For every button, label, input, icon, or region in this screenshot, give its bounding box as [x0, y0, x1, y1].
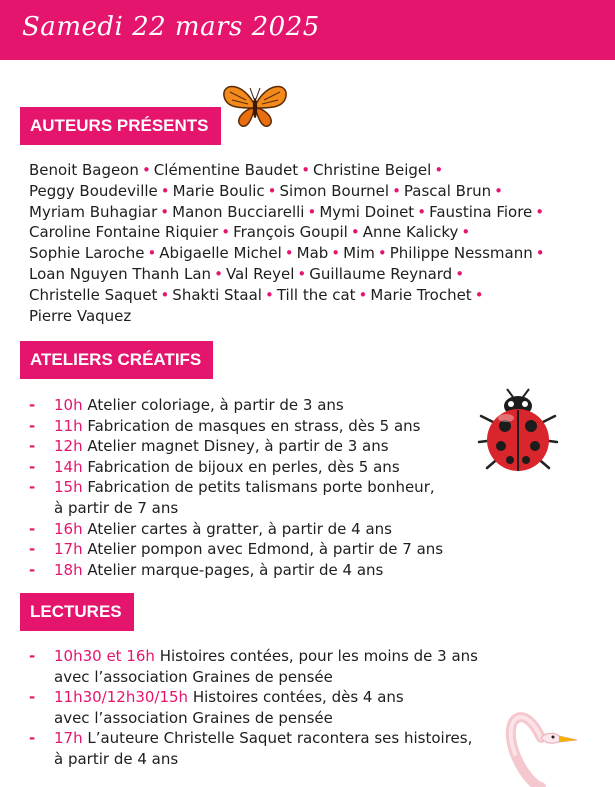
author-separator: •: [214, 264, 223, 283]
author-name: Till the cat: [276, 285, 356, 304]
author-separator: •: [301, 161, 311, 179]
author-separator: •: [461, 223, 471, 242]
author-name: Pascal Brun: [403, 181, 492, 200]
workshop-item: - 18h Atelier marque-pages, à partir de 4 ans: [29, 560, 384, 579]
author-name: Myriam Buhagiar: [29, 202, 158, 221]
author-name: Philippe Nessmann: [389, 244, 533, 263]
author-separator: •: [350, 223, 360, 242]
event-date: Samedi 22 mars 2025: [22, 12, 320, 42]
authors-list: [29, 160, 609, 326]
swan-icon: [495, 698, 585, 787]
author-name: Simon Bournel: [279, 181, 390, 200]
author-separator: •: [417, 202, 427, 221]
author-name: Manon Bucciarelli: [172, 202, 305, 221]
authors-line: [29, 285, 609, 306]
author-name: Benoit Bageon: [29, 161, 139, 179]
workshop-item: - 16h Atelier cartes à gratter, à partir de 4 ans: [29, 519, 392, 538]
workshop-item: - 14h Fabrication de bijoux en perles, dès 5 ans: [29, 457, 400, 476]
author-name: Peggy Boudeville: [29, 181, 158, 200]
author-separator: •: [455, 264, 465, 283]
workshop-item: - 11h Fabrication de masques en strass, dès 5 ans: [29, 416, 421, 435]
author-separator: •: [494, 181, 504, 200]
author-name: Christine Beigel: [313, 161, 432, 179]
author-separator: •: [284, 244, 294, 263]
author-separator: •: [141, 161, 151, 179]
author-name: Anne Kalicky: [362, 223, 459, 242]
author-separator: •: [358, 285, 368, 304]
author-name: Mymi Doinet: [319, 202, 415, 221]
author-name: Christelle Saquet: [29, 285, 158, 304]
author-separator: •: [297, 264, 307, 283]
author-separator: •: [392, 181, 401, 200]
reading-item: - 17h L’auteure Christelle Saquet racontera ses histoires, à partir de 4 ans: [29, 729, 473, 768]
author-separator: •: [535, 202, 545, 221]
author-separator: •: [267, 181, 277, 200]
top-banner: [0, 0, 615, 60]
section-title-authors: AUTEURS PRÉSENTS: [20, 107, 221, 145]
workshops-list: [29, 395, 589, 580]
author-separator: •: [535, 244, 545, 263]
authors-line: [29, 264, 609, 285]
author-name: Faustina Fiore: [429, 202, 533, 221]
reading-item: - 10h30 et 16h Histoires contées, pour les moins de 3 ans avec l’association Graines de pensée: [29, 647, 478, 686]
workshop-item: - 15h Fabrication de petits talismans porte bonheur, à partir de 7 ans: [29, 478, 435, 517]
author-separator: •: [160, 285, 170, 304]
author-separator: •: [434, 161, 444, 179]
workshop-item: - 12h Atelier magnet Disney, à partir de 3 ans: [29, 437, 389, 456]
workshop-item: - 10h Atelier coloriage, à partir de 3 ans: [29, 396, 344, 414]
author-name: Pierre Vaquez: [29, 306, 132, 325]
author-name: Marie Trochet: [370, 285, 472, 304]
author-name: Loan Nguyen Thanh Lan: [29, 264, 212, 283]
author-separator: •: [147, 244, 157, 263]
author-name: Marie Boulic: [172, 181, 265, 200]
author-separator: •: [307, 202, 317, 221]
author-name: Mim: [343, 244, 375, 263]
author-separator: •: [160, 202, 170, 221]
author-name: Caroline Fontaine Riquier: [29, 223, 219, 242]
butterfly-icon: [220, 78, 290, 134]
reading-item: - 11h30/12h30/15h Histoires contées, dès 4 ans avec l’association Graines de pensée: [29, 688, 404, 727]
section-title-workshops: ATELIERS CRÉATIFS: [20, 341, 213, 379]
author-separator: •: [221, 223, 231, 242]
authors-line: [29, 202, 609, 223]
authors-line: [29, 243, 609, 264]
authors-line: [29, 181, 609, 202]
author-name: Val Reyel: [225, 264, 295, 283]
author-separator: •: [377, 244, 387, 263]
authors-line: [29, 160, 609, 181]
author-name: Shakti Staal: [172, 285, 262, 304]
author-separator: •: [264, 285, 274, 304]
author-separator: •: [474, 285, 484, 304]
author-name: Mab: [296, 244, 329, 263]
author-name: François Goupil: [233, 223, 348, 242]
authors-line: [29, 306, 609, 327]
author-separator: •: [160, 181, 170, 200]
authors-line: [29, 222, 609, 243]
author-name: Clémentine Baudet: [153, 161, 299, 179]
author-name: Sophie Laroche: [29, 244, 145, 263]
author-name: Abigaelle Michel: [159, 244, 282, 263]
author-name: Guillaume Reynard: [309, 264, 453, 283]
author-separator: •: [331, 244, 341, 263]
workshop-item: - 17h Atelier pompon avec Edmond, à partir de 7 ans: [29, 540, 444, 559]
section-title-readings: LECTURES: [20, 593, 134, 631]
